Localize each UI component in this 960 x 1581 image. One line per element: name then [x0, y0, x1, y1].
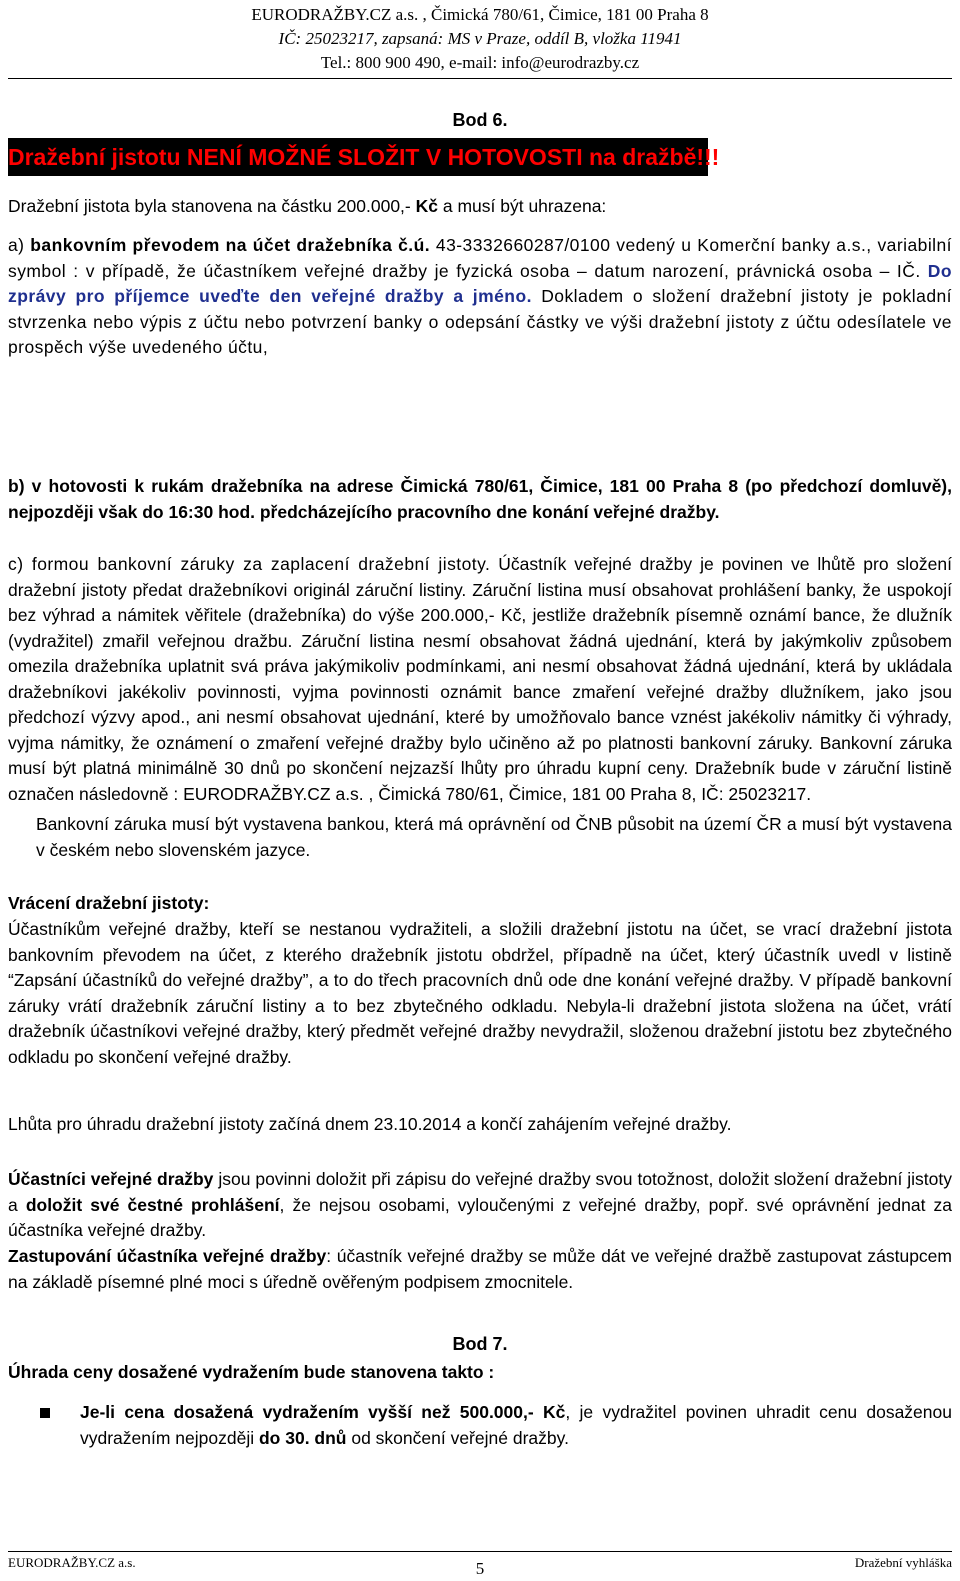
- ucastnici-paragraph: [8, 1167, 952, 1244]
- header-line-contact: Tel.: 800 900 490, e-mail: info@eurodrazby.cz: [320, 53, 640, 72]
- option-a-label: a): [8, 235, 31, 255]
- bullet-bold2: do 30. dnů: [258, 1427, 347, 1448]
- square-bullet-icon: [40, 1408, 50, 1418]
- option-a-bold: bankovním převodem na účet dražebníka č.ú.: [30, 235, 431, 255]
- header-line-registration: IČ: 25023217, zapsaná: MS v Praze, oddíl B, vložka 11941: [278, 29, 682, 48]
- ucastnici-bold: Účastníci veřejné dražby: [8, 1169, 214, 1189]
- header-divider: [8, 78, 952, 79]
- lhuta-text: Lhůta pro úhradu dražební jistoty začíná dnem 23.10.2014 a končí zahájením veřejné dražby.: [8, 1114, 732, 1134]
- footer-company: EURODRAŽBY.CZ a.s.: [8, 1555, 136, 1570]
- bullet-payment-rule: [80, 1400, 952, 1451]
- zastupovani-text: : účastník veřejné dražby se může dát ve veřejné dražbě zastupovat zástupcem na základě písemné plné moci s úředně ověřeným podpisem zmocnitele.: [8, 1246, 952, 1292]
- option-a-note: Do zprávy pro příjemce uveďte den veřejné dražby a jméno.: [8, 260, 952, 306]
- option-a-text1: 43-3332660287/0100 vedený u Komerční banky a.s., variabilní symbol : v případě, že účastníkem veřejné dražby je fyzická osoba – datum narození, právnická osoba – IČ.: [8, 235, 952, 281]
- option-a-bank-transfer: [8, 233, 952, 361]
- guarantee-bank-requirement: Bankovní záruka musí být vystavena bankou, která má oprávnění od ČNB působit na území ČR a musí být vystavena v českém nebo slovenském jazyce.: [36, 814, 952, 860]
- section-title-bod-7: Bod 7.: [452, 1334, 508, 1354]
- option-c-body: Účastník veřejné dražby je povinen ve lhůtě pro složení dražební jistoty předat dražebníkovi originál záruční listiny. Záruční listina musí obsahovat prohlášení banky, že uspokojí bez výhrad a námitek věřitele (dražebníka) do výše 200.000,- Kč, jestliže dražebník písemně oznámí bance, že dlužník (vydražitel) zmařil veřejnou dražbu. Záruční listina nesmí obsahovat žádná ujednání, která by jakýmkoliv způsobem omezila dražebníka uplatnit svá práva jakýmikoliv podmínkami, ani nesmí obsahovat žádná ujednání, která by ukládala dražebníkovi jakékoliv povinnosti, vyjma povinnosti oznámit bance zmaření veřejné dražby dlužníkem, jako jsou předchozí výzvy apod., ani nesmí obsahovat ujednání, které by umožňovalo bance vznést jakékoliv námitky či výhrady, vyjma námitky, že oznámení o zmaření veřejné dražby bylo učiněno až po platnosti bankovní záruky. Bankovní záruka musí být platná minimálně 30 dnů po skončení nejzazší lhůty pro úhradu kupní ceny. Dražebník bude v záruční listině označen následovně : EURODRAŽBY.CZ a.s. , Čimická 780/61, Čimice, 181 00 Praha 8, IČ: 25023217.: [8, 554, 952, 804]
- option-a-text2: Dokladem o složení dražební jistoty je pokladní stvrzenka nebo výpis z účtu nebo potvrzení banky o odepsání částky ve výši dražební jistoty z účtu odesílatele ve prospěch výše uvedeného účtu,: [8, 286, 952, 357]
- bullet-bold: Je-li cena dosažená vydražením vyšší než 500.000,- Kč: [80, 1402, 566, 1422]
- intro-text-a: Dražební jistota byla stanovena na částku 200.000,-: [8, 196, 416, 216]
- zastupovani-paragraph: [8, 1244, 952, 1295]
- jistota-intro: [8, 194, 952, 220]
- page-number: 5: [475, 1559, 485, 1578]
- warning-banner: Dražební jistotu NENÍ MOŽNÉ SLOŽIT V HOTOVOSTI na dražbě!!!: [8, 138, 708, 176]
- vraceni-title: Vrácení dražební jistoty:: [8, 893, 210, 913]
- ucastnici-bold2: doložit své čestné prohlášení: [25, 1194, 280, 1215]
- option-b-cash: b) v hotovosti k rukám dražebníka na adrese Čimická 780/61, Čimice, 181 00 Praha 8 (po předchozí domluvě), nejpozději však do 16:30 hod. předcházejícího pracovního dne konání veřejné dražby.: [8, 476, 952, 522]
- footer-doc-title: Dražební vyhláška: [854, 1555, 952, 1570]
- option-c-lead: c) formou bankovní záruky za zaplacení dražební jistoty.: [8, 554, 491, 574]
- zastupovani-bold: Zastupování účastníka veřejné dražby: [8, 1246, 327, 1266]
- intro-kc: Kč: [415, 196, 438, 216]
- ucastnici-text2: , že nejsou osobami, vyloučenými z veřejné dražby, popř. své oprávnění jednat za účastníka veřejné dražby.: [8, 1194, 952, 1240]
- bullet-text1: , je vydražitel povinen uhradit cenu dosaženou vydražením nejpozději: [80, 1402, 952, 1448]
- ucastnici-text1: jsou povinni doložit při zápisu do veřejné dražby svou totožnost, doložit složení dražební jistoty a: [8, 1169, 953, 1215]
- footer-divider: [8, 1551, 952, 1552]
- intro-text-b: a musí být uhrazena:: [438, 196, 607, 216]
- vraceni-text: Účastníkům veřejné dražby, kteří se nestanou vydražiteli, a složili dražební jistotu na účet, se vrací dražební jistota bankovním převodem na účet, z kterého dražebník jistotu obdržel, případně na účet, který účastník uvedl v listině “Zapsání účastníků do veřejné dražby”, a to do třech pracovních dnů ode dne konání veřejné dražby. V případě bankovní záruky vrátí dražebník záruční listiny a to bez zbytečného odkladu. Nebyla-li dražební jistota složena na účet, vrátí dražebník účastníkovi veřejné dražby, který předmět veřejné dražby nevydražil, složenou dražební jistotu bez zbytečného odkladu po skončení veřejné dražby.: [8, 919, 952, 1067]
- header-line-company: EURODRAŽBY.CZ a.s. , Čimická 780/61, Čimice, 181 00 Praha 8: [251, 5, 709, 24]
- bullet-text2: od skončení veřejné dražby.: [346, 1427, 569, 1448]
- bod-7-subtitle: Úhrada ceny dosažené vydražením bude stanovena takto :: [8, 1362, 495, 1382]
- option-c-bank-guarantee: [8, 552, 952, 807]
- section-title-bod-6: Bod 6.: [452, 110, 508, 130]
